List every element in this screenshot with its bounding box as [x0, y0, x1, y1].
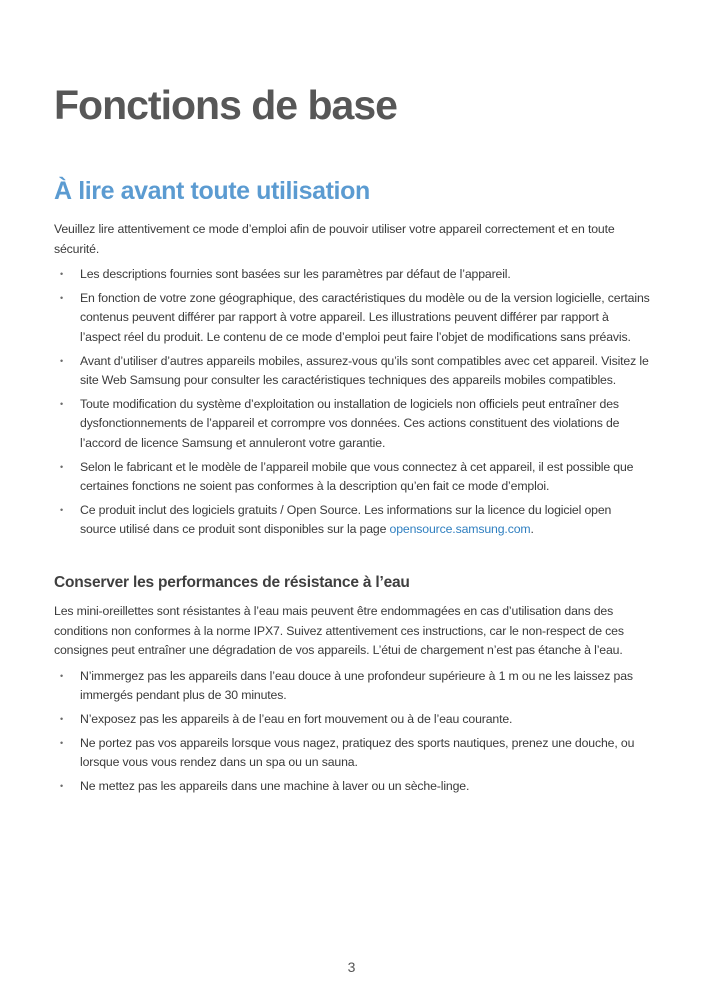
bullet-icon: • [60, 461, 64, 472]
list-item-text: Ne portez pas vos appareils lorsque vous nagez, pratiquez des sports nautiques, prenez une douche, ou lorsque vous vous rendez dans un spa ou un sauna. [80, 735, 635, 770]
list-item [54, 710, 650, 730]
bullet-icon: • [60, 670, 64, 681]
list-item-text: Avant d’utiliser d’autres appareils mobiles, assurez-vous qu’ils sont compatibles avec cet appareil. Visitez le site Web Samsung pour consulter les caractéristiques techniques des appareils mobiles compatibles. [80, 353, 649, 388]
list-item [54, 352, 650, 391]
list-item [54, 777, 650, 797]
bullet-icon: • [60, 737, 64, 748]
opensource-link[interactable]: opensource.samsung.com [389, 522, 531, 537]
list-item-text: Selon le fabricant et le modèle de l’appareil mobile que vous connectez à cet appareil, il est possible que certaines fonctions ne soient pas conformes à la description qu’en fait ce mode d’emploi. [80, 459, 634, 494]
subsection-title: Conserver les performances de résistance à l’eau [54, 574, 410, 591]
list-item [54, 667, 650, 706]
chapter-title: Fonctions de base [54, 82, 397, 128]
list-item-text: Ne mettez pas les appareils dans une machine à laver ou un sèche-linge. [80, 778, 470, 793]
section-bullet-list [54, 265, 650, 540]
section-title: À lire avant toute utilisation [54, 177, 370, 205]
list-item-text: Ce produit inclut des logiciels gratuits / Open Source. Les informations sur la licence du logiciel open source utilisé dans ce produit sont disponibles sur la page [80, 502, 612, 537]
bullet-icon: • [60, 780, 64, 791]
list-item-text: N’exposez pas les appareils à de l’eau en fort mouvement ou à de l’eau courante. [80, 711, 513, 726]
subsection-intro: Les mini-oreillettes sont résistantes à l’eau mais peuvent être endommagées en cas d’utilisation dans des conditions non conformes à la norme IPX7. Suivez attentivement ces instructions, car le non-respect de ces consignes peut entraîner une dégradation de vos appareils. L’étui de chargement n’est pas étanche à l’eau. [54, 604, 624, 658]
list-item [54, 265, 650, 285]
bullet-icon: • [60, 355, 64, 366]
list-item-text: En fonction de votre zone géographique, des caractéristiques du modèle ou de la version logicielle, certains contenus peuvent différer par rapport à votre appareil. Les illustrations peuvent différer par rapport à l’aspect réel du produit. Le contenu de ce mode d’emploi peut faire l’objet de modifications sans préavis. [80, 290, 650, 344]
subsection-body [54, 602, 650, 796]
section-intro: Veuillez lire attentivement ce mode d’emploi afin de pouvoir utiliser votre appareil correctement et en toute sécurité. [54, 222, 615, 256]
bullet-icon: • [60, 713, 64, 724]
bullet-icon: • [60, 504, 64, 515]
list-item [54, 501, 650, 540]
list-item-text: Les descriptions fournies sont basées sur les paramètres par défaut de l’appareil. [80, 267, 511, 282]
list-item [54, 289, 650, 348]
section-body [54, 220, 650, 540]
list-item [54, 458, 650, 497]
list-item [54, 734, 650, 773]
list-item [54, 395, 650, 454]
list-item-text: N’immergez pas les appareils dans l’eau douce à une profondeur supérieure à 1 m ou ne les laissez pas immergés pendant plus de 30 minutes. [80, 668, 633, 703]
bullet-icon: • [60, 292, 64, 303]
list-item-end: . [530, 522, 534, 537]
bullet-icon: • [60, 398, 64, 409]
page-number: 3 [347, 959, 356, 975]
list-item-text: Toute modification du système d’exploitation ou installation de logiciels non officiels peut entraîner des dysfonctionnements de l’appareil et corrompre vos données. Ces actions constituent des violations de l’accord de licence Samsung et annuleront votre garantie. [80, 396, 620, 450]
subsection-bullet-list [54, 667, 650, 797]
bullet-icon: • [60, 269, 64, 280]
